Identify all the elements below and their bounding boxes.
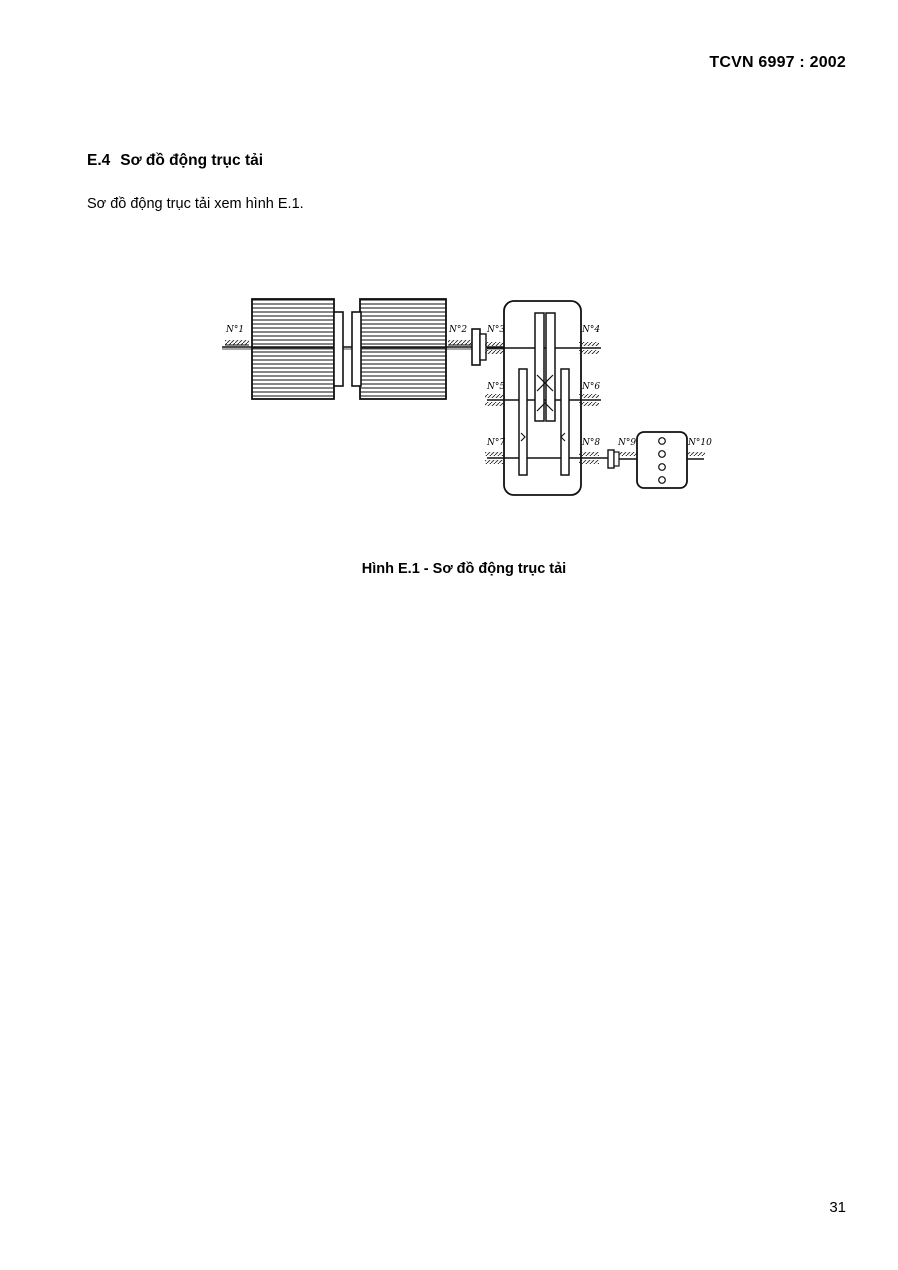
label-n9: N°9	[618, 438, 637, 448]
body-paragraph: Sơ đồ động trục tải xem hình E.1.	[87, 196, 304, 212]
drum-coupling-right	[352, 312, 361, 386]
shaft-coupling	[472, 329, 480, 365]
figure-caption: Hình E.1 - Sơ đồ động trục tải	[361, 561, 567, 577]
drum-right	[360, 299, 446, 399]
bearing-n2	[448, 340, 472, 345]
label-n2: N°2	[449, 325, 468, 335]
label-n6: N°6	[582, 382, 601, 392]
standard-code: TCVN 6997 : 2002	[709, 54, 846, 71]
motor-coupling	[608, 450, 614, 468]
label-n10: N°10	[688, 438, 712, 448]
gear-intermediate-left	[519, 369, 527, 475]
label-n8: N°8	[582, 438, 601, 448]
drum-left	[252, 299, 334, 399]
hoist-kinematic-diagram	[219, 287, 717, 500]
section-title: Sơ đồ động trục tải	[120, 152, 264, 169]
label-n4: N°4	[582, 325, 601, 335]
label-n7: N°7	[487, 438, 506, 448]
gear-intermediate-right	[561, 369, 569, 475]
label-n1: N°1	[226, 325, 245, 335]
drum-coupling-left	[334, 312, 343, 386]
label-n5: N°5	[487, 382, 506, 392]
page-number: 31	[829, 1199, 846, 1216]
bearing-n1	[225, 340, 249, 345]
section-heading	[87, 152, 263, 170]
section-number: E.4	[87, 152, 111, 169]
label-n3: N°3	[487, 325, 506, 335]
